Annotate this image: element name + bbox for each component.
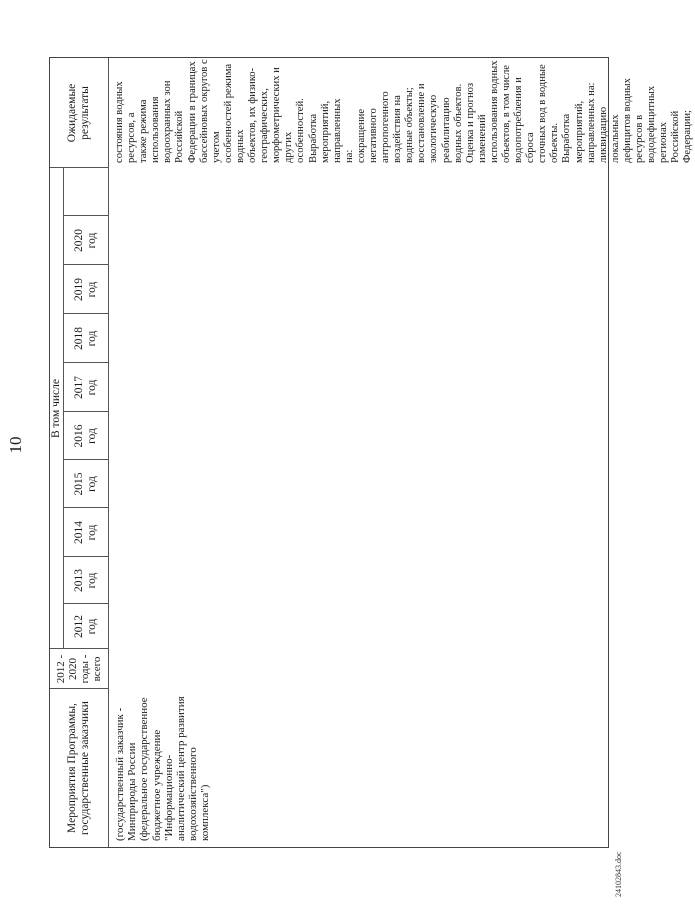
measures-cell: (государственный заказчик - Минприроды России (федеральное государственное бюджетное учреждение "Информационно- аналитический центр развития водохозяйственного комплекса") bbox=[114, 696, 212, 841]
header-measures: Мероприятия Программы, государственные заказчики bbox=[66, 701, 91, 835]
header-year: 2015 год bbox=[72, 472, 98, 496]
document-code: 24102843.doc bbox=[614, 851, 623, 897]
header-year: 2016 год bbox=[72, 424, 98, 448]
header-year: 2020 год bbox=[72, 229, 98, 252]
header-year: 2013 год bbox=[72, 569, 98, 592]
header-year: 2019 год bbox=[72, 278, 98, 301]
header-year: 2017 год bbox=[72, 376, 98, 399]
header-year: 2012 год bbox=[72, 615, 98, 638]
results-cell: состояния водных ресурсов, а также режима использования водоохранных зон Российской Федерации в границах бассейновых округов с учетом особенностей режима водных объектов, их физико- географических, морфометрических и других особенностей. Выработка мероприятий, направленных на: сокращение негативного антропогенного воздействия на водные объекты; восстановление и экологическую реабилитацию водных объектов. Оценка и прогноз изменений использования водных объектов, в том числе водопотребления и сброса сточных вод в водные объекты. Выработка мероприятий, направленных на: ликвидацию локальных дефицитов водных ресурсов в вододефицитных регионах Российской Федерации; bbox=[114, 59, 694, 163]
program-table bbox=[49, 57, 694, 848]
header-total: 2012 - 2020 годы - всего bbox=[55, 654, 103, 684]
header-bottom-rule bbox=[108, 58, 109, 847]
header-year: 2014 год bbox=[72, 521, 98, 544]
page-number: 10 bbox=[6, 436, 25, 454]
header-including: В том числе bbox=[50, 379, 62, 438]
header-year: 2018 год bbox=[72, 327, 98, 350]
header-results: Ожидаемые результаты bbox=[66, 83, 91, 143]
